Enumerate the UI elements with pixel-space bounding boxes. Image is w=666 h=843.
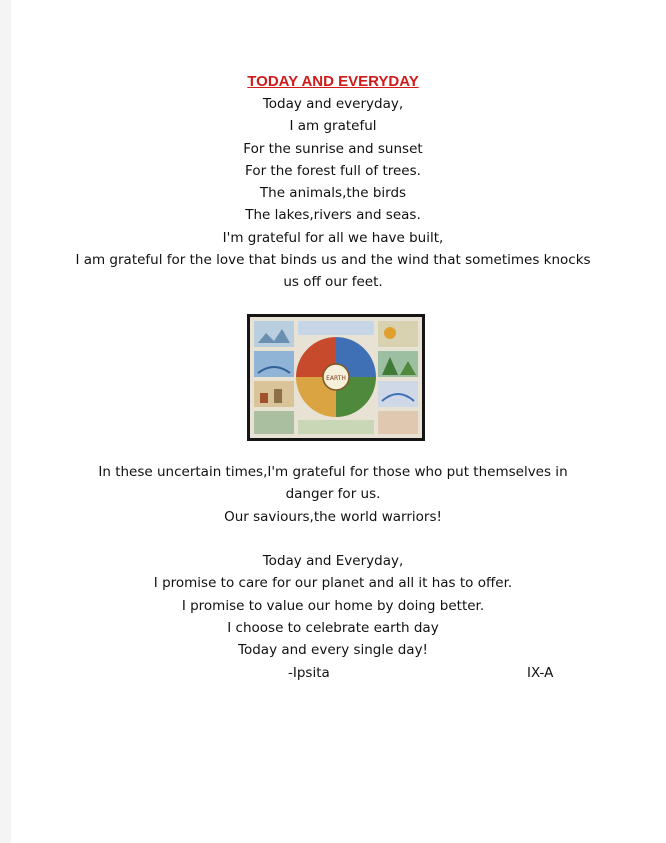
earth-day-artwork	[247, 314, 425, 441]
poem-author: -Ipsita	[288, 665, 330, 681]
author-grade: IX-A	[527, 665, 554, 681]
poem-line: I promise to value our home by doing better.	[181, 597, 485, 614]
poem-line: I choose to celebrate earth day	[227, 619, 439, 636]
poem-line: I promise to care for our planet and all it has to offer.	[153, 575, 513, 592]
poem-title-text: TODAY AND EVERYDAY	[247, 73, 419, 90]
stanza-1	[0, 93, 666, 294]
earth-day-drawing-icon	[250, 317, 422, 438]
poem-line: Our saviours,the world warriors!	[224, 508, 442, 525]
poem-line: The animals,the birds	[259, 185, 407, 202]
poem-title	[0, 72, 666, 92]
poem-line: us off our feet.	[283, 274, 383, 291]
stanza-3	[0, 550, 666, 661]
poem-line: For the sunrise and sunset	[243, 140, 423, 157]
poem-line: Today and everyday,	[262, 96, 404, 112]
stanza-2	[0, 461, 666, 528]
poem-line: danger for us.	[285, 486, 381, 503]
poem-line: I am grateful	[289, 118, 377, 135]
poem-line: In these uncertain times,I'm grateful for those who put themselves in	[98, 464, 568, 480]
poem-line: The lakes,rivers and seas.	[245, 207, 421, 224]
poem-line: I'm grateful for all we have built,	[222, 229, 444, 246]
poem-line: For the forest full of trees.	[245, 162, 421, 179]
artwork-center-label: EARTH	[326, 375, 346, 382]
poem-line: Today and every single day!	[238, 642, 428, 659]
poem-line: Today and Everyday,	[262, 553, 404, 569]
poem-line: I am grateful for the love that binds us and the wind that sometimes knocks	[75, 252, 591, 269]
